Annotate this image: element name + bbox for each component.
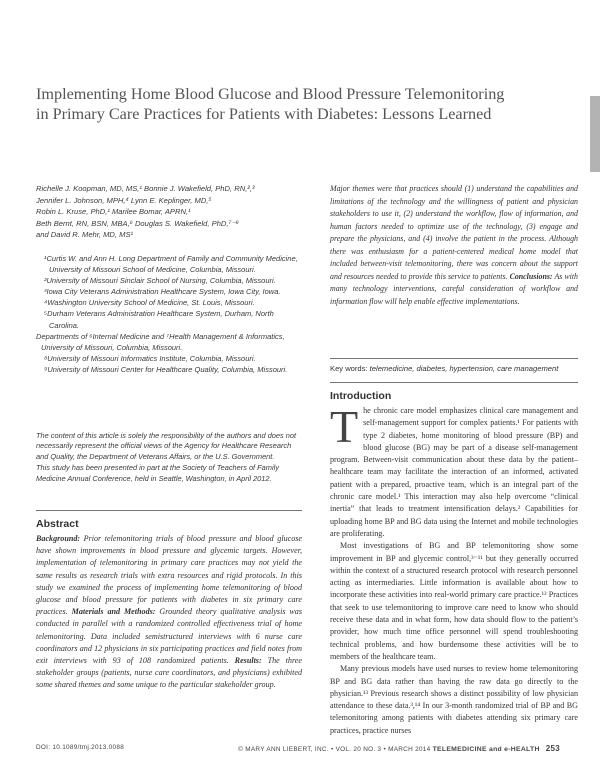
drop-cap: T xyxy=(330,401,359,452)
author-line: Beth Bernt, RN, BSN, MBA,⁶ Douglas S. Wakefield, PhD,⁷⁻⁹ xyxy=(36,218,239,228)
disclaimer-text: The content of this article is solely the responsibility of the authors and does not necessarily represent the official views of the Agency for Healthcare Research and Quality, the Department of Veterans Affairs, or the U.S. Government. xyxy=(36,431,297,461)
author-list xyxy=(36,183,298,241)
presentation-note: This study has been presented in part at the Society of Teachers of Family Medicine Annual Conference, held in Seattle, Washington, in April 2012. xyxy=(36,463,279,483)
abstract-body xyxy=(36,533,302,692)
affiliation: ⁸University of Missouri Informatics Institute, Columbia, Missouri. xyxy=(44,353,256,363)
intro-paragraph: Most investigations of BG and BP telemonitoring show some improvement in BP and glycemic control,³⁻¹¹ but they generally occurred within the context of a structured research protocol with research personnel acting as intermediaries. Little information is available about how to incorporate these activities into real-world primary care practice.¹² Practices that seek to use telemonitoring to improve care need to know who should receive these data and in what form, how data should flow to the patient’s provider, how much time office personnel will spend troubleshooting technical problems, and how burdensome these activities will be to members of the healthcare team. xyxy=(330,541,578,661)
intro-paragraph: Many previous models have used nurses to review home telemonitoring BP and BG data rather than having the raw data go directly to the physician.¹³ Previous research shows a distinct possibility of low physician attendance to these data.³,¹⁴ In our 3-month randomized trial of BP and BG telemonitoring among patients with diabetes attending six primary care practices, practice nurses xyxy=(330,664,578,735)
affiliation: ⁹University of Missouri Center for Healthcare Quality, Columbia, Missouri. xyxy=(44,364,288,374)
affiliation: ⁵Durham Veterans Administration Healthcare System, Durham, North Carolina. xyxy=(44,309,274,330)
intro-paragraph-1-text: he chronic care model emphasizes clinical care management and self-management support for complex patients.¹ For patients with type 2 diabetes, home monitoring of blood pressure (BP) and blood glucose (BG) may be part of a disease self-management program. Between-visit communication about these data by the patient–healthcare team may facilitate the interaction of an informed, activated patient with a prepared, proactive team, which is an integral part of the chronic care model.¹ This interaction may also help overcome “clinical inertia” that leads to treatment intensification delays.² Capabilities for uploading home BP and BG data using the Internet and mobile technologies are proliferating. xyxy=(330,406,578,538)
publisher-info: © MARY ANN LIEBERT, INC. • VOL. 20 NO. 3 • MARCH 2014 xyxy=(238,746,431,753)
introduction-heading: Introduction xyxy=(330,390,392,402)
keywords-text: telemedicine, diabetes, hypertension, care management xyxy=(367,364,559,373)
abstract-divider xyxy=(36,510,302,511)
results-label: Results: xyxy=(234,656,262,666)
journal-name: TELEMEDICINE and e-HEALTH xyxy=(432,746,540,753)
affiliation-list xyxy=(36,253,302,375)
publication-info xyxy=(238,744,560,753)
author-line: Richelle J. Koopman, MD, MS,¹ Bonnie J. Wakefield, PhD, RN,²,³ xyxy=(36,184,255,193)
keywords-divider xyxy=(330,382,578,383)
author-line: and David R. Mehr, MD, MS¹ xyxy=(36,230,134,240)
affiliation: ²University of Missouri Sinclair School of Nursing, Columbia, Missouri. xyxy=(44,276,276,286)
keywords-label: Key words: xyxy=(330,364,368,373)
abstract-continued-text: Major themes were that practices should (1) understand the capabilities and limitations of the technology and the willingness of patient and physician stakeholders to use it, (2) understand the workflow, flow of information, and human factors needed to optimize use of the technology, (3) engage and prepare the physicians, and (4) involve the patient in the process. Although there was enthusiasm for a patient-centered medical home model that included between-visit telemonitoring, there was concern about the support and resources needed to provide this service to patients. xyxy=(330,184,578,281)
doi: DOI: 10.1089/tmj.2013.0088 xyxy=(36,744,125,751)
methods-text: Grounded theory qualitative analysis was conducted in parallel with a randomized controlled effectiveness trial of home telemonitoring. Data included semistructured interviews with 6 nurse care coordinators and 12 physicians in six participating practices and field notes from exit interviews with 93 of 108 randomized patients. xyxy=(36,607,302,666)
disclaimer-note xyxy=(36,431,302,485)
abstract-heading: Abstract xyxy=(36,518,79,530)
abstract-continued xyxy=(330,183,578,308)
intro-paragraph xyxy=(330,401,578,540)
conclusions-label: Conclusions: xyxy=(509,271,553,281)
title-line-2: in Primary Care Practices for Patients with Diabetes: Lessons Learned xyxy=(36,105,492,123)
article-title xyxy=(36,84,556,124)
author-line: Robin L. Kruse, PhD,¹ Marilee Bomar, APRN,¹ xyxy=(36,207,191,217)
introduction-body xyxy=(330,401,578,737)
methods-label: Materials and Methods: xyxy=(71,607,156,617)
section-tab-marker xyxy=(590,96,600,172)
title-line-1: Implementing Home Blood Glucose and Blood Pressure Telemonitoring xyxy=(36,85,505,103)
results-text: The three stakeholder groups (patients, nurse care coordinators, and physicians) exhibited some shared themes and some unique to the particular stakeholder group. xyxy=(36,656,302,690)
conclusions-text: As with many technology interventions, careful consideration of workflow and information flow will help enable effective implementations. xyxy=(330,271,578,306)
affiliation: ⁴Washington University School of Medicine, St. Louis, Missouri. xyxy=(44,298,255,308)
background-label: Background: xyxy=(36,534,81,543)
keywords-line xyxy=(330,358,578,373)
author-line: Jennifer L. Johnson, MPH,⁴ Lynn E. Keplinger, MD,⁵ xyxy=(36,195,212,205)
affiliation: Departments of ⁶Internal Medicine and ⁷Health Management & Informatics, University of Missouri, Columbia, Missouri. xyxy=(36,331,285,352)
affiliation: ³Iowa City Veterans Administration Healthcare System, Iowa City, Iowa. xyxy=(44,287,281,297)
page-number: 253 xyxy=(545,744,560,753)
background-text: Prior telemonitoring trials of blood pressure and blood glucose have shown improvements in blood pressure and glycemic targets. However, implementation of telemonitoring in primary care practices may not yield the same results as research trials with extra resources and rigid protocols. In this study we examined the process of implementing home telemonitoring of blood glucose and blood pressure for patients with diabetes in six primary care practices. xyxy=(36,534,302,617)
affiliation: ¹Curtis W. and Ann H. Long Department of Family and Community Medicine, University of Missouri School of Medicine, Columbia, Missouri. xyxy=(44,254,298,275)
